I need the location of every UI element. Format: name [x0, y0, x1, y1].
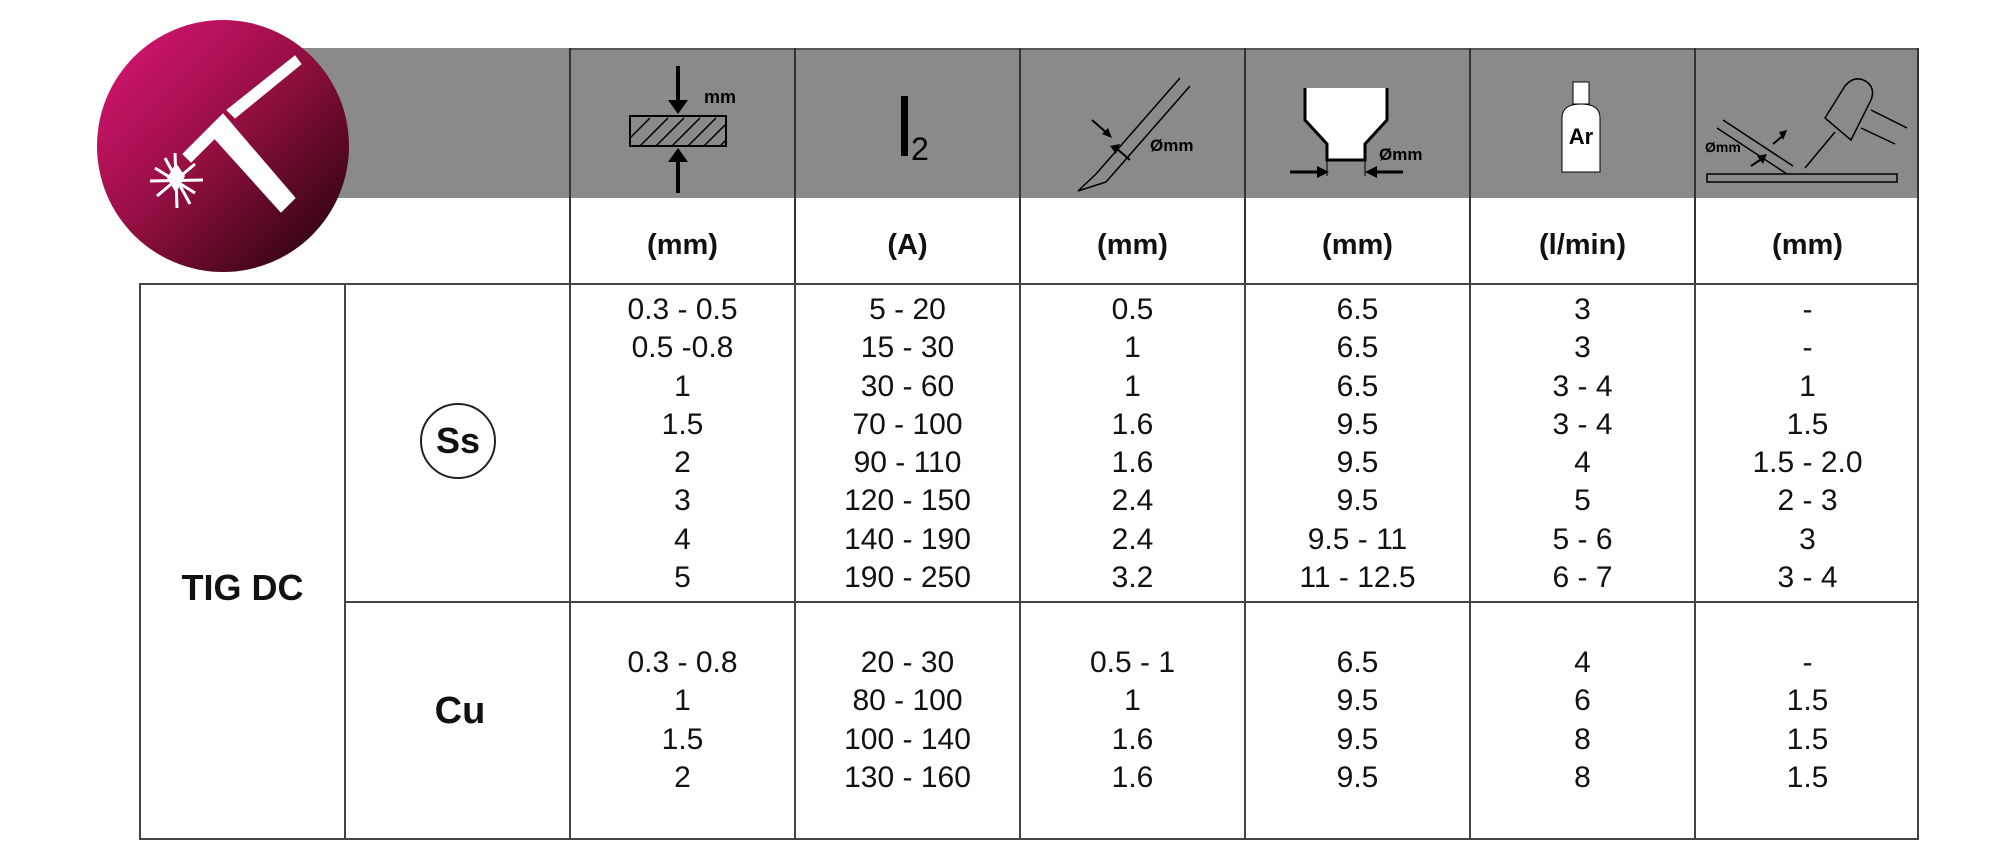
- table-cell: 1: [1124, 369, 1141, 403]
- table-cell: 3: [1799, 522, 1816, 556]
- electrode-label: Ømm: [1150, 136, 1194, 155]
- argon-bottle-icon: [1470, 48, 1695, 198]
- table-cell: 190 - 250: [844, 561, 971, 595]
- unit-nozzle: (mm): [1322, 228, 1393, 261]
- table-cell: 1.6: [1111, 722, 1154, 756]
- table-cell: 5 - 20: [869, 293, 946, 326]
- header-gas: [1470, 48, 1695, 198]
- cu-current-column: [795, 644, 1020, 797]
- table-cell: 1.5: [661, 722, 704, 756]
- header-electrode: [1020, 48, 1245, 198]
- table-cell: 6.5: [1336, 369, 1379, 403]
- table-cell: 1.5 - 2.0: [1752, 446, 1863, 480]
- table-cell: 1.5: [1786, 407, 1829, 441]
- table-cell: -: [1802, 331, 1813, 365]
- cu-electrode-column: [1020, 644, 1245, 797]
- table-cell: 9.5: [1336, 760, 1379, 794]
- table-cell: 5: [674, 561, 691, 595]
- table-cell: 9.5: [1336, 407, 1379, 441]
- table-cell: 0.3 - 0.5: [627, 293, 738, 326]
- gas-label: Ar: [1568, 124, 1594, 149]
- cu-thickness-column: [570, 644, 795, 797]
- nozzle-diameter-icon: [1245, 48, 1470, 198]
- table-cell: 1.5: [661, 407, 704, 441]
- table-cell: 5: [1574, 484, 1591, 518]
- table-cell: 9.5: [1336, 484, 1379, 518]
- header-thickness: [570, 48, 795, 198]
- table-cell: 80 - 100: [852, 684, 963, 718]
- nozzle-label: Ømm: [1379, 145, 1423, 164]
- table-cell: 2: [674, 446, 691, 480]
- filler-rod-icon: [1695, 48, 1920, 198]
- table-cell: 1.5: [1786, 760, 1829, 794]
- cu-gas-column: [1470, 644, 1695, 797]
- table-cell: 1.5: [1786, 684, 1829, 718]
- table-cell: 1: [1799, 369, 1816, 403]
- table-cell: 4: [1574, 646, 1591, 679]
- unit-current: (A): [887, 228, 928, 261]
- table-cell: 0.5 -0.8: [631, 331, 734, 365]
- table-cell: 1.5: [1786, 722, 1829, 756]
- table-cell: 9.5: [1336, 684, 1379, 718]
- table-cell: 20 - 30: [860, 646, 955, 679]
- material-ss: Ss: [420, 403, 496, 479]
- table-cell: 6: [1574, 684, 1591, 718]
- table-left-line: [139, 283, 141, 840]
- table-cell: 6.5: [1336, 293, 1379, 326]
- unit-electrode: (mm): [1097, 228, 1168, 261]
- table-cell: 4: [674, 522, 691, 556]
- table-cell: 2.4: [1111, 484, 1154, 518]
- table-cell: 15 - 30: [860, 331, 955, 365]
- cu-filler-column: [1695, 644, 1920, 797]
- table-cell: 2: [674, 760, 691, 794]
- col-sep: [344, 283, 346, 840]
- table-cell: 5 - 6: [1552, 522, 1613, 556]
- group-divider: [345, 601, 1919, 603]
- table-cell: 11 - 12.5: [1299, 561, 1416, 595]
- ss-electrode-column: [1020, 291, 1245, 597]
- table-cell: 2 - 3: [1777, 484, 1838, 518]
- electrode-diameter-icon: [1020, 48, 1245, 198]
- process-label: TIG DC: [181, 567, 304, 608]
- table-cell: 6.5: [1336, 646, 1379, 679]
- current-subscript: 2: [911, 131, 929, 167]
- table-cell: 0.5 - 1: [1089, 646, 1176, 679]
- table-cell: -: [1802, 293, 1813, 326]
- table-cell: 3: [1574, 293, 1591, 326]
- table-cell: 130 - 160: [844, 760, 971, 794]
- filler-label: Ømm: [1705, 139, 1741, 155]
- material-cu: Cu: [434, 690, 486, 732]
- cu-nozzle-column: [1245, 644, 1470, 797]
- unit-gas: (l/min): [1539, 228, 1626, 261]
- table-cell: 100 - 140: [844, 722, 971, 756]
- table-cell: 6.5: [1336, 331, 1379, 365]
- current-i2-icon: [795, 48, 1020, 198]
- header-current: [795, 48, 1020, 198]
- table-cell: 1: [674, 684, 691, 718]
- table-cell: 8: [1574, 760, 1591, 794]
- header-filler: [1695, 48, 1920, 198]
- table-cell: 3.2: [1111, 561, 1154, 595]
- table-cell: 4: [1574, 446, 1591, 480]
- table-cell: 3 - 4: [1552, 407, 1613, 441]
- table-cell: 9.5: [1336, 722, 1379, 756]
- ss-nozzle-column: [1245, 291, 1470, 597]
- ss-thickness-column: [570, 291, 795, 597]
- table-cell: 0.5: [1111, 293, 1154, 326]
- header-nozzle: [1245, 48, 1470, 198]
- ss-filler-column: [1695, 291, 1920, 597]
- material-thickness-icon: [570, 48, 795, 198]
- table-cell: 90 - 110: [853, 446, 962, 480]
- table-cell: 1.6: [1111, 446, 1154, 480]
- table-cell: 30 - 60: [860, 369, 955, 403]
- table-cell: 3 - 4: [1777, 561, 1838, 595]
- table-cell: -: [1802, 646, 1813, 679]
- table-cell: 140 - 190: [844, 522, 971, 556]
- table-cell: 1: [1124, 684, 1141, 718]
- table-cell: 70 - 100: [852, 407, 963, 441]
- table-cell: 9.5: [1336, 446, 1379, 480]
- table-cell: 0.3 - 0.8: [627, 646, 738, 679]
- table-bottom-line: [139, 838, 1919, 840]
- table-cell: 1.6: [1111, 407, 1154, 441]
- table-cell: 1: [1124, 331, 1141, 365]
- ss-gas-column: [1470, 291, 1695, 597]
- table-cell: 8: [1574, 722, 1591, 756]
- table-top-line: [139, 283, 1919, 285]
- table-cell: 3: [1574, 331, 1591, 365]
- table-cell: 1.6: [1111, 760, 1154, 794]
- table-cell: 2.4: [1111, 522, 1154, 556]
- unit-thickness: (mm): [647, 228, 718, 261]
- table-cell: 1: [674, 369, 691, 403]
- table-cell: 3: [674, 484, 691, 518]
- table-cell: 120 - 150: [844, 484, 971, 518]
- ss-current-column: [795, 291, 1020, 597]
- table-cell: 6 - 7: [1552, 561, 1613, 595]
- table-cell: 3 - 4: [1552, 369, 1613, 403]
- unit-filler: (mm): [1772, 228, 1843, 261]
- thickness-label: mm: [704, 87, 737, 107]
- table-cell: 9.5 - 11: [1307, 522, 1408, 556]
- tig-welding-torch-icon: [95, 18, 351, 274]
